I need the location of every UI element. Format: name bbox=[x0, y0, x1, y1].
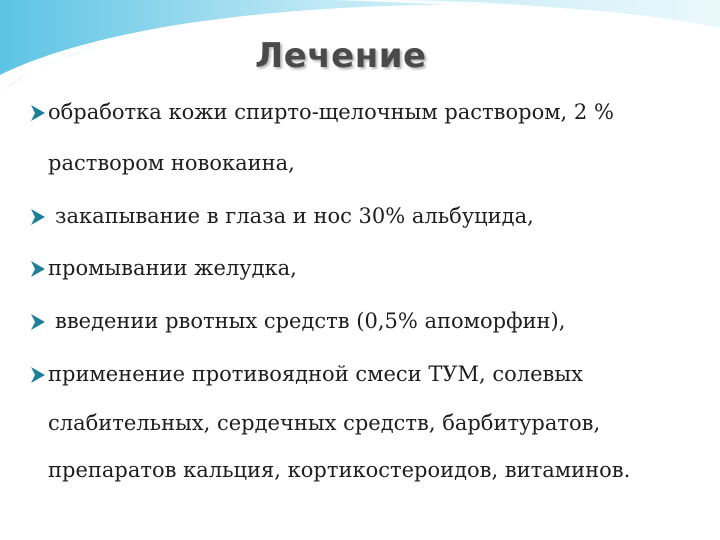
bullet-item-1-line-2: раствором новокаина, bbox=[48, 151, 295, 175]
bullet-item-4: введении рвотных средств (0,5% апоморфин), bbox=[55, 309, 566, 333]
arrowhead-bullet-icon bbox=[30, 208, 46, 226]
arrowhead-bullet-icon bbox=[30, 260, 46, 278]
arrowhead-bullet-icon bbox=[30, 313, 46, 331]
bullet-item-3: промывании желудка, bbox=[48, 256, 297, 280]
arrowhead-bullet-icon bbox=[30, 104, 46, 122]
bullet-item-2: закапывание в глаза и нос 30% альбуцида, bbox=[55, 204, 534, 228]
slide-title: Лечение bbox=[255, 36, 427, 76]
bullet-item-5-line-1: применение противоядной смеси ТУМ, солевых bbox=[48, 362, 583, 386]
bullet-item-5-line-3: препаратов кальция, кортикостероидов, витаминов. bbox=[48, 458, 631, 482]
bullet-item-5-line-2: слабительных, сердечных средств, барбитуратов, bbox=[48, 411, 601, 435]
bullet-item-1-line-1: обработка кожи спирто-щелочным раствором, 2 % bbox=[48, 100, 614, 124]
arrowhead-bullet-icon bbox=[30, 366, 46, 384]
